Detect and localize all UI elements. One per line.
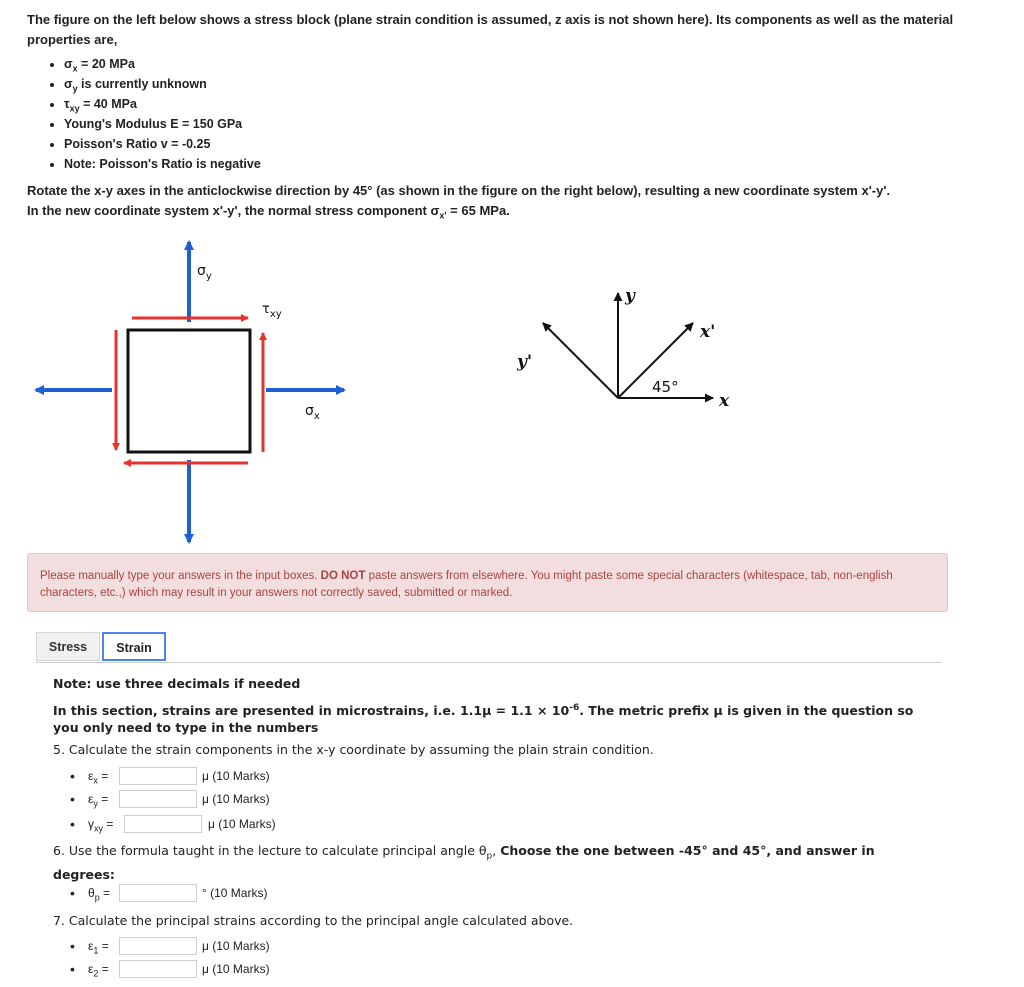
- list-item: • Young's Modulus E = 150 GPa: [64, 114, 261, 134]
- y-label: y: [625, 286, 635, 306]
- question-6: 6. Use the formula taught in the lecture to calculate principal angle $\theta_p$, Choose the one between -45° and 45°, and answer in degrees:: [53, 843, 875, 882]
- question-7: 7. Calculate the principal strains according to the principal angle calculated above.: [53, 913, 574, 928]
- tab-stress[interactable]: Stress: [36, 632, 100, 661]
- epsilon-1-input[interactable]: [119, 937, 197, 955]
- list-item: • $\tau_{xy} = 40$ MPa: [64, 94, 261, 114]
- sigma-x-label: $\sigma_x$: [305, 403, 320, 422]
- notice-alert: Please manually type your answers in the input boxes. DO NOT paste answers from elsewhere. You might paste some special characters (whitespace, tab, non-english characters, etc.,) which may result in your answers not correctly saved, submitted or marked.: [27, 553, 948, 612]
- note-text: Note: use three decimals if needed: [53, 676, 301, 691]
- stress-block-figure: [20, 230, 360, 550]
- epsilon-2-input[interactable]: [119, 960, 197, 978]
- x-label: x: [719, 391, 730, 411]
- list-item: • Note: Poisson's Ratio is negative: [64, 154, 261, 174]
- sigma-y-label: $\sigma_y$: [197, 263, 212, 282]
- tab-bar: [36, 632, 942, 663]
- rotation-text: Rotate the x-y axes in the anticlockwise direction by 45° (as shown in the figure on the right below), resulting a new coordinate system x'-y'. In the new coordinate system x'-y', the normal stress component $\sigma_{x'} = 65$ MPa.: [27, 183, 891, 221]
- list-item: • Poisson's Ratio v = -0.25: [64, 134, 261, 154]
- properties-list: [27, 54, 261, 174]
- question-5: 5. Calculate the strain components in the x-y coordinate by assuming the plain strain condition.: [53, 742, 654, 757]
- y-prime-axis: [543, 323, 618, 398]
- section-description: In this section, strains are presented in microstrains, i.e. $1.1\mu = 1.1 \times 10^{-6}$. The metric prefix μ is given in the question so you only need to type in the numbers: [53, 703, 914, 736]
- x-prime-label: x': [700, 322, 716, 342]
- list-item: • $\sigma_y$ is currently unknown: [64, 74, 261, 94]
- rotated-axes-figure: [505, 275, 765, 425]
- stress-element: [128, 330, 250, 452]
- epsilon-y-input[interactable]: [119, 790, 197, 808]
- theta-p-input[interactable]: [119, 884, 197, 902]
- tau-xy-label: $\tau_{xy}$: [262, 302, 282, 320]
- list-item: • $\sigma_x = 20$ MPa: [64, 54, 261, 74]
- gamma-xy-input[interactable]: [124, 815, 202, 833]
- tab-strain[interactable]: Strain: [102, 632, 166, 661]
- angle-label: 45°: [652, 378, 679, 396]
- epsilon-x-input[interactable]: [119, 767, 197, 785]
- intro-text: The figure on the left below shows a stress block (plane strain condition is assumed, z axis is not shown here). Its components as well as the material properties are,: [27, 12, 954, 47]
- y-prime-label: y': [517, 352, 533, 372]
